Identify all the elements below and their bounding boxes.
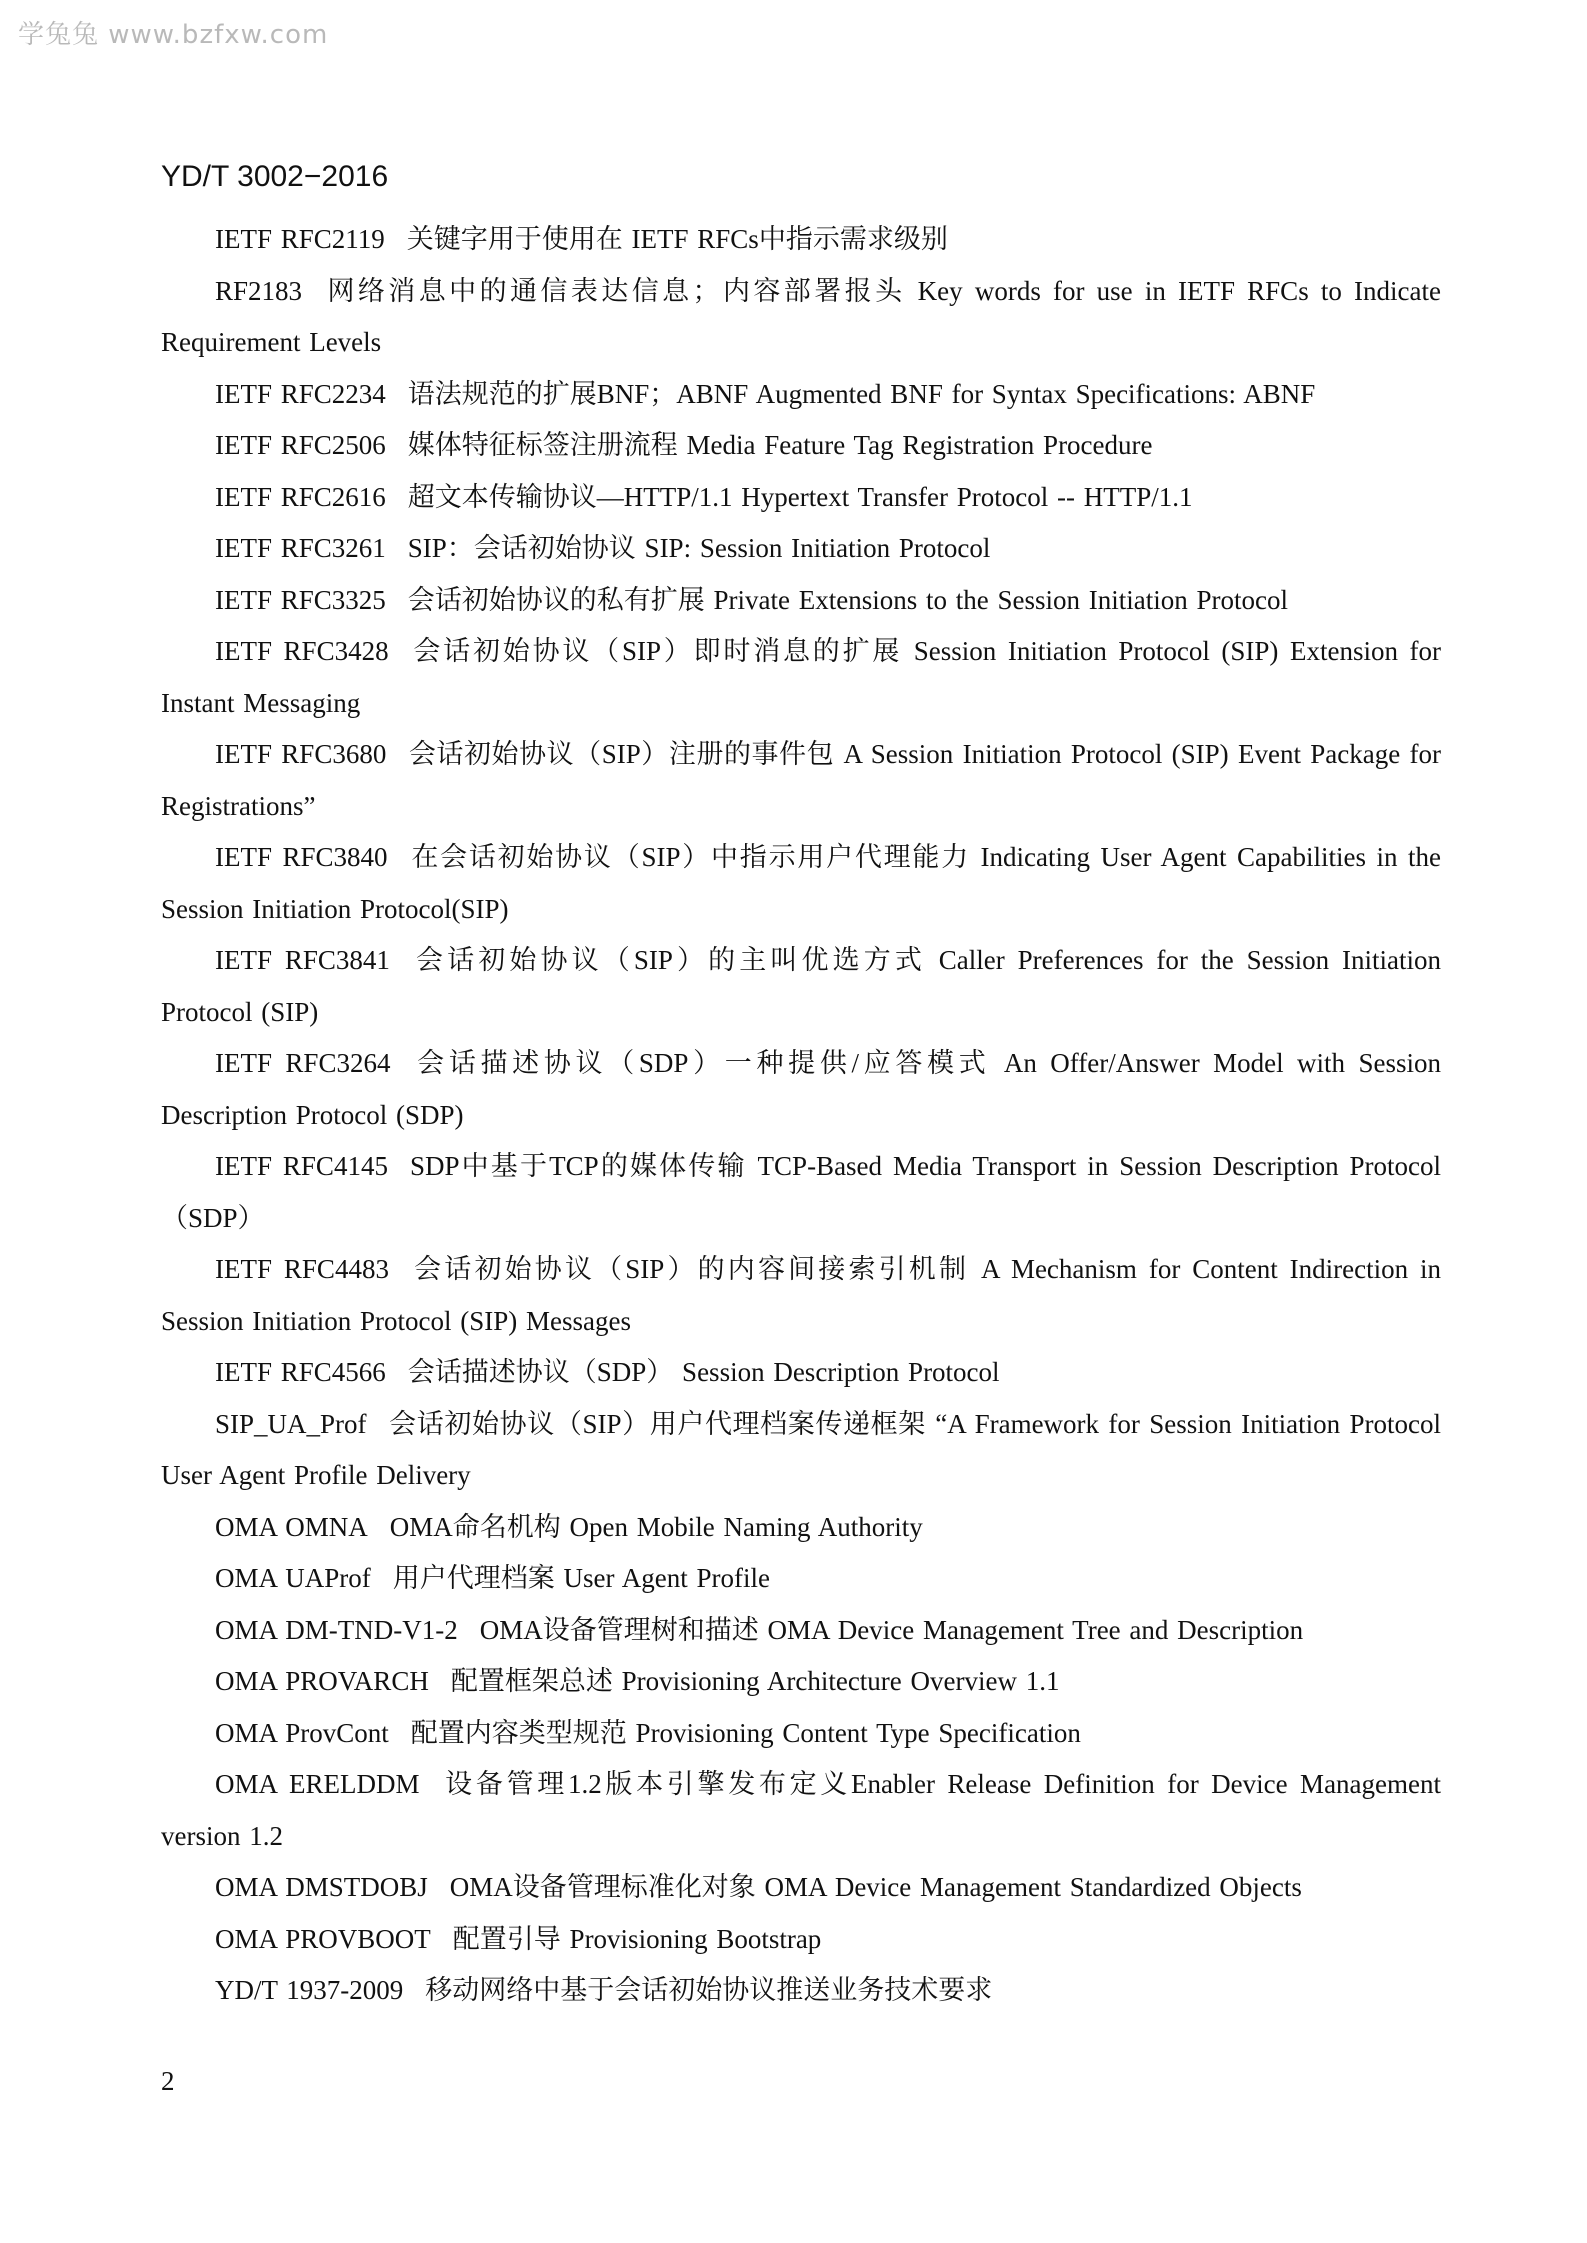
reference-title: OMA命名机构 Open Mobile Naming Authority xyxy=(389,1511,923,1542)
reference-item xyxy=(161,1605,1441,1657)
reference-item xyxy=(161,1141,1441,1244)
reference-code: OMA ERELDDM xyxy=(215,1769,420,1799)
reference-item xyxy=(161,729,1441,832)
reference-title: 会话描述协议（SDP） Session Description Protocol xyxy=(407,1357,1000,1387)
reference-item xyxy=(161,1708,1441,1760)
reference-item xyxy=(161,369,1441,421)
reference-item xyxy=(161,1965,1441,2017)
reference-title: 会话初始协议（SIP）即时消息的扩展 Session Initiation Protocol (SIP) Extension for Instant Messaging xyxy=(161,636,1441,718)
reference-code: IETF RFC3680 xyxy=(215,739,387,769)
reference-code: IETF RFC3841 xyxy=(215,945,390,975)
reference-title: 关键字用于使用在 IETF RFCs中指示需求级别 xyxy=(406,224,948,254)
reference-item xyxy=(161,832,1441,935)
reference-item xyxy=(161,1502,1441,1554)
reference-item xyxy=(161,935,1441,1038)
reference-item xyxy=(161,472,1441,524)
reference-title: 设备管理1.2版本引擎发布定义Enabler Release Definition for Device Management version 1.2 xyxy=(161,1769,1442,1851)
reference-code: OMA DM-TND-V1-2 xyxy=(215,1614,458,1645)
document-code-header: YD/T 3002−2016 xyxy=(161,160,389,193)
reference-title: SDP中基于TCP的媒体传输 TCP-Based Media Transport in Session Description Protocol（SDP） xyxy=(161,1151,1442,1233)
reference-code: OMA UAProf xyxy=(215,1563,371,1593)
reference-item xyxy=(161,1347,1441,1399)
reference-code: OMA PROVBOOT xyxy=(215,1923,431,1954)
reference-item xyxy=(161,266,1441,369)
reference-code: IETF RFC3840 xyxy=(215,842,388,872)
reference-code: IETF RFC2506 xyxy=(215,430,386,460)
reference-title: 会话初始协议（SIP）注册的事件包 A Session Initiation Protocol (SIP) Event Package for Registrations” xyxy=(161,739,1441,821)
reference-code: IETF RFC2234 xyxy=(215,378,386,409)
reference-code: IETF RFC2119 xyxy=(215,224,385,254)
reference-title: 超文本传输协议—HTTP/1.1 Hypertext Transfer Protocol -- HTTP/1.1 xyxy=(407,481,1193,512)
reference-title: OMA设备管理树和描述 OMA Device Management Tree and Description xyxy=(479,1614,1304,1645)
reference-code: IETF RFC3264 xyxy=(215,1048,391,1078)
reference-item xyxy=(161,1038,1441,1141)
reference-code: SIP_UA_Prof xyxy=(215,1408,367,1439)
reference-title: 会话初始协议的私有扩展 Private Extensions to the Session Initiation Protocol xyxy=(407,584,1288,615)
reference-code: OMA PROVARCH xyxy=(215,1666,429,1696)
reference-title: 配置引导 Provisioning Bootstrap xyxy=(452,1923,822,1954)
reference-item xyxy=(161,523,1441,575)
reference-code: OMA ProvCont xyxy=(215,1717,389,1748)
reference-code: OMA OMNA xyxy=(215,1511,368,1542)
reference-title: 会话初始协议（SIP）用户代理档案传递框架 “A Framework for Session Initiation Protocol User Agent Profile Delivery xyxy=(161,1408,1441,1490)
site-watermark: 学兔兔 www.bzfxw.com xyxy=(18,20,329,50)
reference-item xyxy=(161,575,1441,627)
reference-title: 配置内容类型规范 Provisioning Content Type Specification xyxy=(410,1717,1081,1748)
reference-title: 会话初始协议（SIP）的主叫优选方式 Caller Preferences for the Session Initiation Protocol (SIP) xyxy=(161,945,1441,1027)
normative-references-list xyxy=(161,214,1441,2017)
reference-code: OMA DMSTDOBJ xyxy=(215,1872,428,1902)
reference-title: 网络消息中的通信表达信息；内容部署报头 Key words for use in IETF RFCs to Indicate Requirement Levels xyxy=(161,275,1441,357)
reference-title: 媒体特征标签注册流程 Media Feature Tag Registration Procedure xyxy=(407,430,1153,460)
reference-code: RF2183 xyxy=(215,275,303,306)
reference-title: 移动网络中基于会话初始协议推送业务技术要求 xyxy=(425,1975,993,2005)
reference-item xyxy=(161,420,1441,472)
reference-title: SIP：会话初始协议 SIP: Session Initiation Protocol xyxy=(407,533,991,563)
reference-item xyxy=(161,1553,1441,1605)
reference-item xyxy=(161,1244,1441,1347)
reference-code: IETF RFC4566 xyxy=(215,1357,386,1387)
reference-title: 会话初始协议（SIP）的内容间接索引机制 A Mechanism for Content Indirection in Session Initiation Protocol (SIP) Messages xyxy=(161,1254,1442,1336)
reference-code: IETF RFC4483 xyxy=(215,1254,389,1284)
reference-item xyxy=(161,1862,1441,1914)
reference-item xyxy=(161,1656,1441,1708)
reference-item xyxy=(161,214,1441,266)
reference-code: IETF RFC2616 xyxy=(215,481,386,512)
reference-item xyxy=(161,1914,1441,1966)
reference-title: 在会话初始协议（SIP）中指示用户代理能力 Indicating User Agent Capabilities in the Session Initiation Protocol(SIP) xyxy=(161,842,1441,924)
reference-item xyxy=(161,1399,1441,1502)
reference-code: IETF RFC3325 xyxy=(215,584,386,615)
reference-title: 语法规范的扩展BNF；ABNF Augmented BNF for Syntax Specifications: ABNF xyxy=(407,378,1316,409)
reference-title: 配置框架总述 Provisioning Architecture Overview 1.1 xyxy=(450,1666,1060,1696)
reference-code: IETF RFC3261 xyxy=(215,533,386,563)
reference-code: IETF RFC4145 xyxy=(215,1151,388,1181)
reference-title: OMA设备管理标准化对象 OMA Device Management Standardized Objects xyxy=(449,1872,1302,1902)
reference-code: IETF RFC3428 xyxy=(215,636,389,666)
reference-code: YD/T 1937-2009 xyxy=(215,1975,404,2005)
page-number: 2 xyxy=(161,2066,175,2096)
reference-item xyxy=(161,626,1441,729)
reference-item xyxy=(161,1759,1441,1862)
reference-title: 会话描述协议（SDP）一种提供/应答模式 An Offer/Answer Model with Session Description Protocol (SDP) xyxy=(161,1048,1441,1130)
reference-title: 用户代理档案 User Agent Profile xyxy=(392,1563,770,1593)
